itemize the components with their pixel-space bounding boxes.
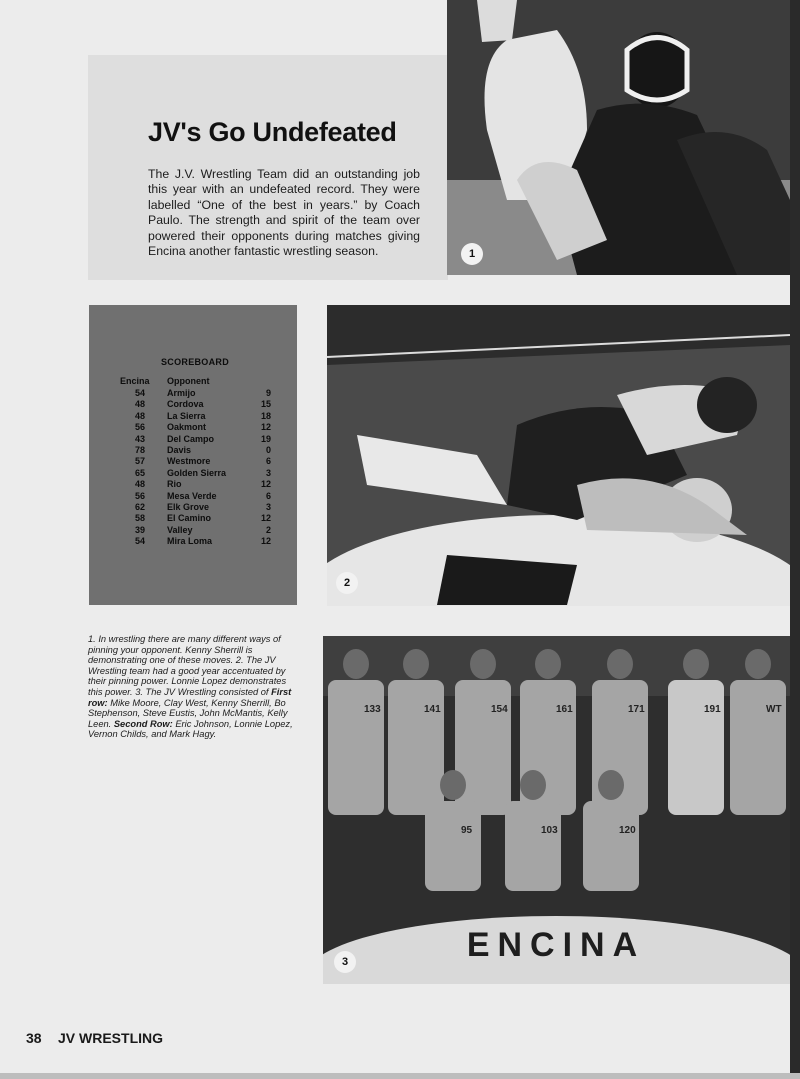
scoreboard-opponent-name: Mesa Verde (167, 490, 217, 501)
page-bottom-band (0, 1073, 800, 1079)
scoreboard-row (89, 434, 297, 445)
scoreboard-encina-score: 62 (134, 501, 145, 512)
photo-captions (88, 634, 298, 740)
scoreboard-encina-score: 54 (134, 536, 145, 547)
scoreboard-row (89, 411, 297, 422)
jersey-number: 103 (541, 825, 558, 836)
scoreboard-opponent-score: 12 (260, 536, 271, 547)
jersey-number: 120 (619, 825, 636, 836)
page-edge-shadow (790, 0, 800, 1079)
intro-paragraph: The J.V. Wrestling Team did an outstanding job this year with an undefeated record. They were labelled “One of the best in years.” by Coach Paulo. The strength and spirit of the team over powered their opponents during matches giving Encina another fantastic wrestling season. (148, 167, 420, 259)
scoreboard-opponent-name: Davis (167, 444, 192, 455)
scoreboard-opponent-name: Rio (167, 479, 182, 490)
jersey-number: 154 (491, 704, 508, 715)
jersey-number: 141 (424, 704, 441, 715)
kneeling-row (425, 770, 639, 891)
photo-3-team-portrait (323, 636, 790, 984)
photo-3-number-badge: 3 (334, 951, 356, 973)
caption-second-row-label: Second Row: (113, 718, 173, 729)
scoreboard-opponent-score: 9 (265, 388, 271, 398)
scoreboard-row (89, 445, 297, 456)
scoreboard-opponent-score: 6 (265, 490, 271, 501)
floor-lettering: ENCINA (466, 926, 646, 964)
caption-first-row-label: First row: (88, 686, 292, 708)
photo-2-number-badge: 2 (336, 572, 358, 594)
scoreboard-opponent-score: 12 (260, 479, 271, 490)
headline: JV's Go Undefeated (148, 117, 397, 147)
scoreboard-header-encina: Encina (120, 376, 150, 386)
scoreboard-encina-score: 56 (134, 490, 145, 501)
scoreboard-opponent-score: 15 (260, 399, 271, 410)
scoreboard-opponent-name: Valley (167, 524, 193, 535)
scoreboard-encina-score: 56 (134, 422, 145, 433)
scoreboard-opponent-score: 6 (265, 456, 271, 467)
scoreboard-row (89, 468, 297, 479)
page-number: 38 (26, 1030, 42, 1046)
photo-2-wrestling-match (327, 305, 790, 606)
photo-1-number-badge: 1 (461, 243, 483, 265)
scoreboard-opponent-score: 19 (260, 433, 271, 444)
jersey-number: 191 (704, 704, 721, 715)
scoreboard-row (89, 422, 297, 433)
caption-second-row: Eric Johnson, Lonnie Lopez, Vernon Childs, and Mark Hagy. (88, 718, 293, 740)
scoreboard-encina-score: 48 (134, 399, 145, 410)
scoreboard-opponent-score: 12 (260, 513, 271, 524)
scoreboard-row (89, 456, 297, 467)
scoreboard-encina-score: 65 (134, 467, 145, 478)
scoreboard-opponent-name: Oakmont (167, 422, 207, 433)
scoreboard-row (89, 536, 297, 547)
jersey-number: 133 (364, 704, 381, 715)
caption-first-row: Mike Moore, Clay West, Kenny Sherrill, Bo Stephenson, Steve Eustis, John McMantis, Kelly Leen. (88, 697, 288, 729)
scoreboard-opponent-name: Elk Grove (167, 501, 210, 512)
jersey-number: 171 (628, 704, 645, 715)
scoreboard-row (89, 491, 297, 502)
scoreboard-row (89, 502, 297, 513)
jersey-number: 161 (556, 704, 573, 715)
caption-part-1: 1. In wrestling there are many different ways of pinning your opponent. Kenny Sherrill is demonstrating one of these moves. 2. The JV Wrestling team had a good year accentuated by their pinning power. Lonnie Lopez demonstrates this power. 3. The JV Wrestling consisted of (88, 634, 287, 697)
jersey-number: 95 (461, 825, 473, 836)
section-title: JV WRESTLING (58, 1030, 164, 1046)
scoreboard-opponent-score: 3 (265, 467, 271, 478)
scoreboard-opponent-score: 0 (265, 444, 271, 455)
scoreboard-row (89, 525, 297, 536)
photo-1-wrestler (447, 0, 790, 275)
scoreboard-encina-score: 48 (134, 479, 145, 490)
scoreboard-opponent-name: Mira Loma (167, 536, 213, 547)
scoreboard-row (89, 388, 297, 399)
scoreboard-encina-score: 58 (134, 513, 145, 524)
scoreboard-opponent-name: La Sierra (167, 410, 206, 421)
scoreboard-encina-score: 54 (134, 388, 145, 398)
jersey-number: WT (766, 704, 782, 715)
scoreboard-encina-score: 48 (134, 410, 145, 421)
scoreboard-opponent-name: El Camino (167, 513, 212, 524)
scoreboard-row (89, 479, 297, 490)
scoreboard-opponent-name: Westmore (167, 456, 211, 467)
scoreboard-opponent-name: Golden Sierra (167, 467, 227, 478)
scoreboard-rows (89, 388, 297, 547)
scoreboard-header-opponent: Opponent (167, 376, 210, 386)
scoreboard-encina-score: 57 (134, 456, 145, 467)
scoreboard-opponent-score: 12 (260, 422, 271, 433)
scoreboard-opponent-name: Armijo (167, 388, 196, 398)
scoreboard-title: SCOREBOARD (161, 357, 230, 367)
scoreboard-panel (89, 305, 297, 605)
scoreboard-opponent-score: 2 (265, 524, 271, 535)
scoreboard-opponent-score: 3 (265, 501, 271, 512)
scoreboard-row (89, 399, 297, 410)
scoreboard-encina-score: 43 (134, 433, 145, 444)
scoreboard-encina-score: 39 (134, 524, 145, 535)
scoreboard-opponent-name: Cordova (167, 399, 204, 410)
scoreboard-row (89, 513, 297, 524)
scoreboard-opponent-name: Del Campo (167, 433, 215, 444)
scoreboard-opponent-score: 18 (260, 410, 271, 421)
scoreboard-encina-score: 78 (134, 444, 145, 455)
